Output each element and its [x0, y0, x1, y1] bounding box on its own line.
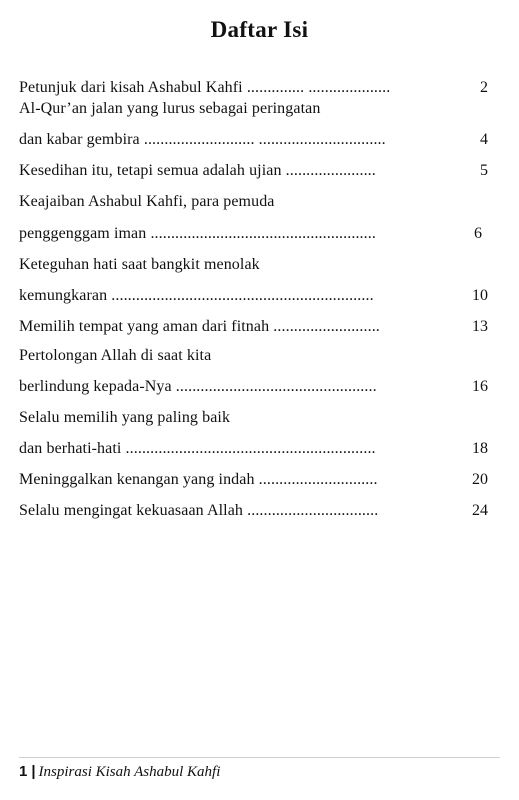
toc-entry-9-line-1: Meninggalkan kenangan yang indah .............................: [19, 471, 378, 488]
toc-entry-8-page: 18: [472, 440, 488, 457]
toc-entry-1-page: 2: [480, 79, 488, 96]
toc-entry-7-line-1: Pertolongan Allah di saat kita: [19, 347, 212, 364]
footer-separator: |: [31, 763, 36, 780]
toc-entry-10-line-1: Selalu mengingat kekuasaan Allah ................................: [19, 502, 379, 519]
footer-divider: [19, 757, 500, 758]
toc-entry-8-line-2: dan berhati-hati .............................................................: [19, 440, 376, 457]
toc-entry-5-line-2: kemungkaran ................................................................: [19, 287, 374, 304]
toc-entry-3-page: 5: [480, 162, 488, 179]
toc-entry-6-page: 13: [472, 318, 488, 335]
toc-entry-2-page: 4: [480, 131, 488, 148]
toc-entry-1-line-1: Petunjuk dari kisah Ashabul Kahfi .............. ....................: [19, 79, 391, 96]
toc-entry-2-line-2: dan kabar gembira ........................... ...............................: [19, 131, 386, 148]
page-title: Daftar Isi: [210, 17, 309, 42]
page-footer: [19, 763, 220, 781]
toc-entry-4-page: 6: [474, 225, 482, 242]
toc-entry-2-line-1: Al-Qur’an jalan yang lurus sebagai peringatan: [19, 100, 321, 117]
toc-entry-4-line-1: Keajaiban Ashabul Kahfi, para pemuda: [19, 193, 275, 210]
toc-entry-5-page: 10: [472, 287, 488, 304]
toc-entry-10-page: 24: [472, 502, 488, 519]
toc-entry-5-line-1: Keteguhan hati saat bangkit menolak: [19, 256, 260, 273]
toc-entry-7-page: 16: [472, 378, 488, 395]
footer-book-title: Inspirasi Kisah Ashabul Kahfi: [38, 764, 221, 780]
toc-entry-6-line-1: Memilih tempat yang aman dari fitnah ..........................: [19, 318, 380, 335]
footer-page-number: 1: [19, 763, 28, 780]
toc-entry-9-page: 20: [472, 471, 488, 488]
toc-entry-7-line-2: berlindung kepada-Nya .................................................: [19, 378, 377, 395]
toc-entry-8-line-1: Selalu memilih yang paling baik: [19, 409, 231, 426]
toc-entry-4-line-2: penggenggam iman .......................................................: [19, 225, 376, 242]
toc-entry-3-line-1: Kesedihan itu, tetapi semua adalah ujian ......................: [19, 162, 376, 179]
